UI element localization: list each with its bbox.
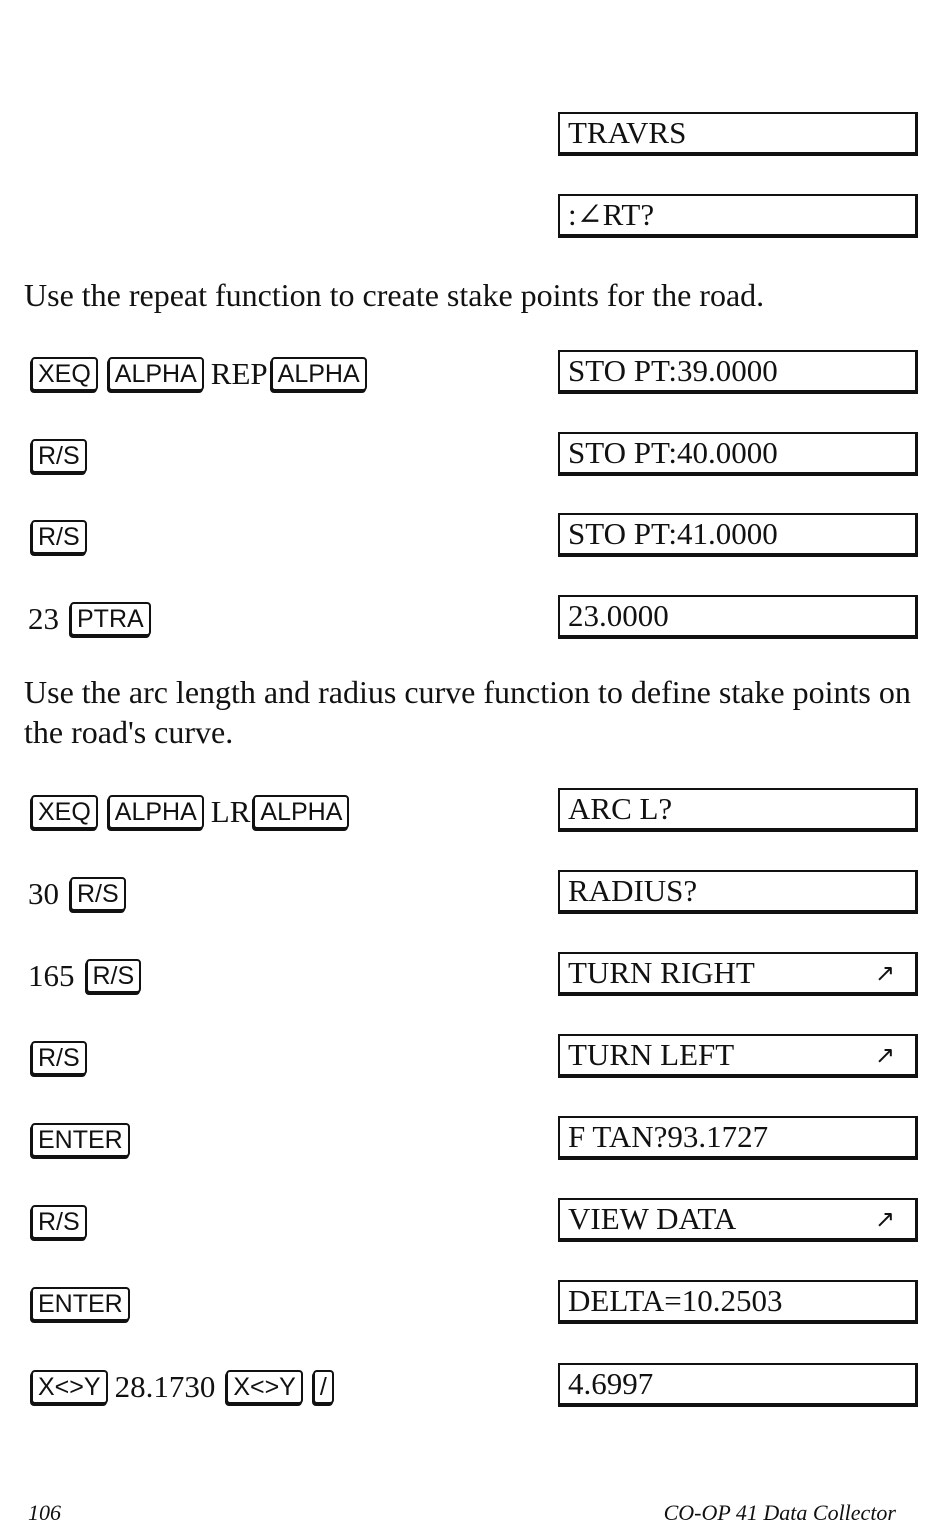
keystroke-row xyxy=(0,432,950,480)
calculator-key: ALPHA xyxy=(271,357,367,391)
keystroke-sequence xyxy=(28,432,94,480)
keystroke-row xyxy=(0,1034,950,1082)
calculator-key: X<>Y xyxy=(226,1370,303,1404)
calculator-display xyxy=(558,1116,918,1160)
keystroke-row xyxy=(0,1363,950,1411)
calculator-display xyxy=(558,1034,918,1078)
keyed-entry: 23 xyxy=(28,601,59,636)
keyed-entry: 28.1730 xyxy=(114,1369,216,1404)
display-text: 4.6997 xyxy=(568,1366,654,1401)
keystroke-sequence xyxy=(28,350,374,398)
display-text: TURN LEFT xyxy=(568,1037,735,1072)
instruction-paragraph-repeat: Use the repeat function to create stake points for the road. xyxy=(24,277,765,313)
calculator-key: ALPHA xyxy=(108,795,204,829)
header-display xyxy=(558,112,918,156)
angle-display xyxy=(558,194,918,238)
display-text: STO PT:40.0000 xyxy=(568,435,778,470)
keystroke-sequence xyxy=(28,1363,341,1411)
keyed-entry: 30 xyxy=(28,876,59,911)
page-number: 106 xyxy=(28,1500,61,1525)
calculator-display xyxy=(558,350,918,394)
calculator-display xyxy=(558,432,918,476)
keystroke-sequence xyxy=(28,1280,137,1328)
keyed-entry: LR xyxy=(210,794,251,829)
keystroke-row xyxy=(0,952,950,1000)
calculator-display xyxy=(558,1280,918,1324)
keystroke-sequence xyxy=(28,788,356,836)
calculator-display xyxy=(558,870,918,914)
calculator-key: R/S xyxy=(31,1041,87,1075)
calculator-display xyxy=(558,1198,918,1242)
calculator-key: R/S xyxy=(31,439,87,473)
calculator-key: ALPHA xyxy=(253,795,349,829)
angle-display-text: :∠RT? xyxy=(568,197,655,232)
footer-title: CO-OP 41 Data Collector xyxy=(663,1500,896,1525)
display-text: RADIUS? xyxy=(568,873,698,908)
calculator-display xyxy=(558,595,918,639)
header-display-text: TRAVRS xyxy=(568,115,687,150)
keystroke-row xyxy=(0,350,950,398)
prompt-arrow-icon: ↗ xyxy=(874,1041,895,1069)
keystroke-row xyxy=(0,513,950,561)
keystroke-sequence xyxy=(28,952,148,1000)
keystroke-sequence xyxy=(28,1034,94,1082)
keystroke-row xyxy=(0,870,950,918)
prompt-arrow-icon: ↗ xyxy=(874,1205,895,1233)
display-text: VIEW DATA xyxy=(568,1201,737,1236)
calculator-key: ENTER xyxy=(31,1123,130,1157)
calculator-display xyxy=(558,788,918,832)
display-text: F TAN?93.1727 xyxy=(568,1119,769,1154)
display-text: STO PT:41.0000 xyxy=(568,516,778,551)
keystroke-sequence xyxy=(28,595,158,643)
display-text: TURN RIGHT xyxy=(568,955,755,990)
calculator-key: ENTER xyxy=(31,1287,130,1321)
prompt-arrow-icon: ↗ xyxy=(874,959,895,987)
keystroke-row xyxy=(0,788,950,836)
display-text: 23.0000 xyxy=(568,598,669,633)
calculator-key: R/S xyxy=(70,877,126,911)
keystroke-sequence xyxy=(28,1198,94,1246)
calculator-display xyxy=(558,513,918,557)
display-text: STO PT:39.0000 xyxy=(568,353,778,388)
calculator-display xyxy=(558,1363,918,1407)
calculator-display xyxy=(558,952,918,996)
keystroke-sequence xyxy=(28,513,94,561)
calculator-key: XEQ xyxy=(31,795,98,829)
keyed-entry: REP xyxy=(210,356,268,391)
keystroke-row xyxy=(0,1116,950,1164)
calculator-key: R/S xyxy=(31,520,87,554)
calculator-key: X<>Y xyxy=(31,1370,108,1404)
keystroke-row xyxy=(0,595,950,643)
display-text: ARC L? xyxy=(568,791,673,826)
calculator-key: / xyxy=(313,1370,334,1404)
calculator-key: R/S xyxy=(86,959,142,993)
calculator-key: PTRA xyxy=(70,602,151,636)
keystroke-sequence xyxy=(28,870,133,918)
calculator-key: R/S xyxy=(31,1205,87,1239)
keyed-entry: 165 xyxy=(28,958,75,993)
calculator-key: XEQ xyxy=(31,357,98,391)
display-text: DELTA=10.2503 xyxy=(568,1283,783,1318)
instruction-paragraph-arc: Use the arc length and radius curve function to define stake points on the road's curve. xyxy=(24,674,911,750)
keystroke-sequence xyxy=(28,1116,137,1164)
calculator-key: ALPHA xyxy=(108,357,204,391)
keystroke-row xyxy=(0,1280,950,1328)
keystroke-row xyxy=(0,1198,950,1246)
